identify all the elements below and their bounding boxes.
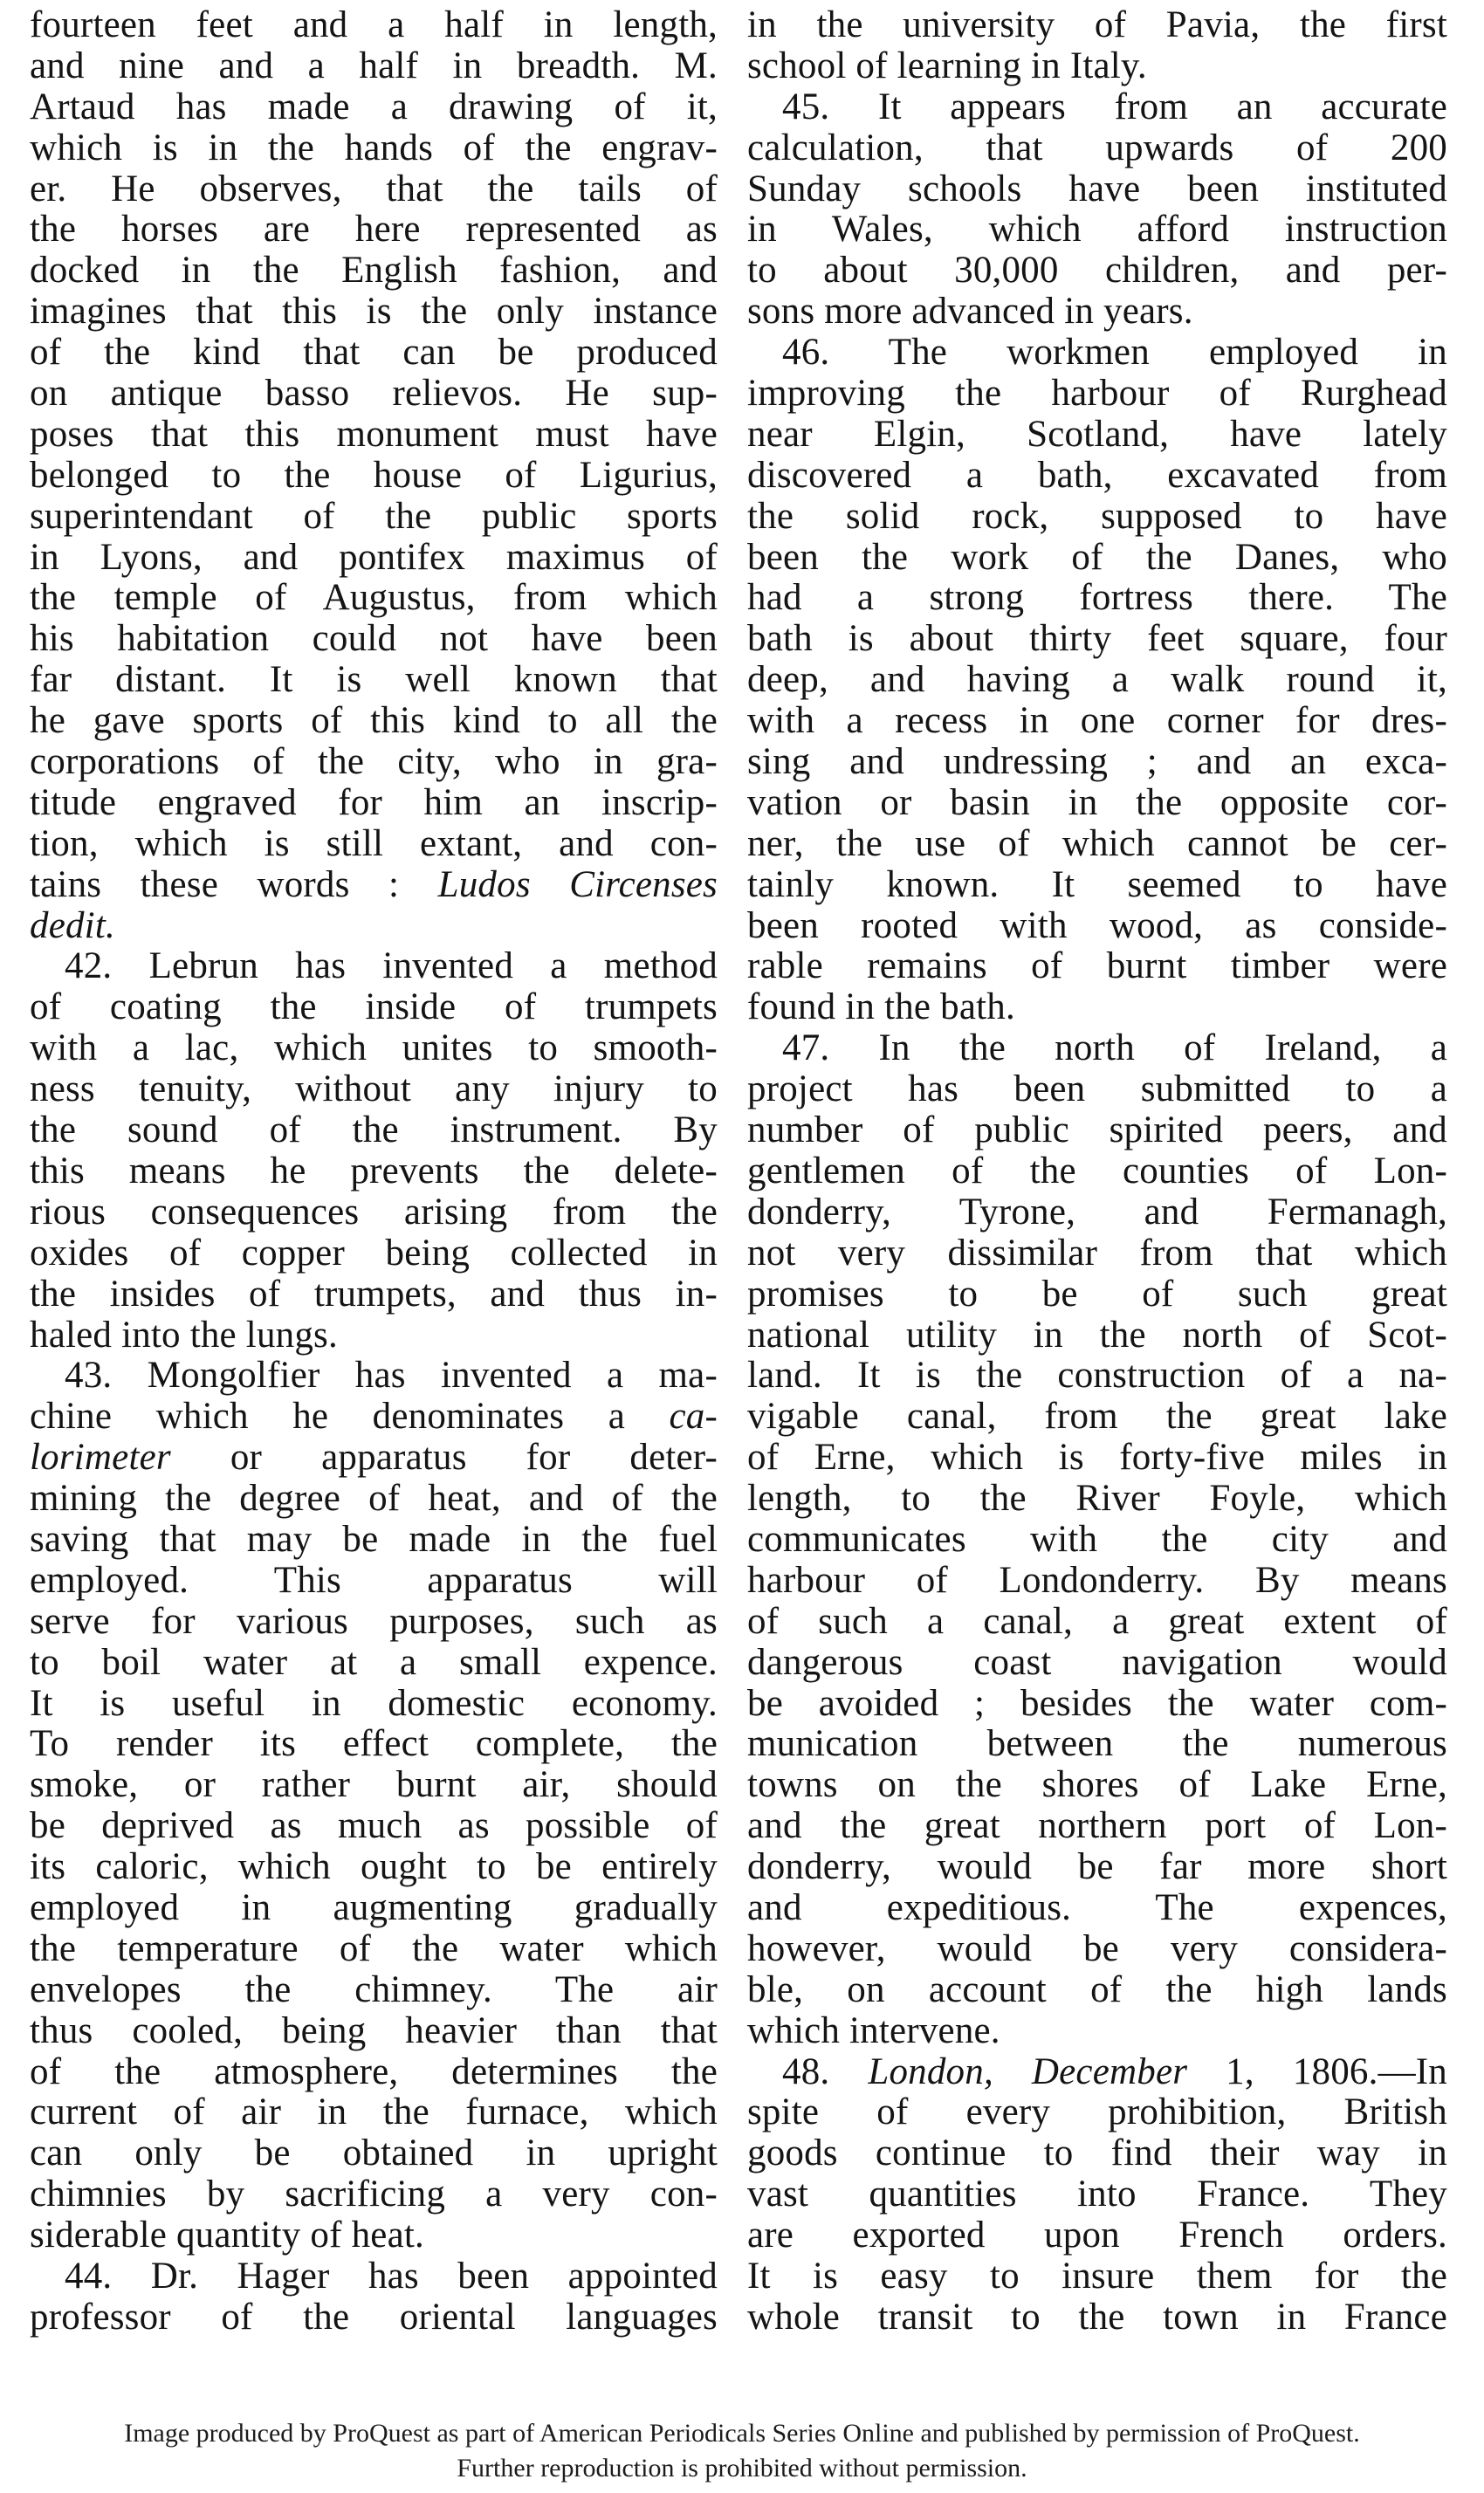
text-line: and nine and a half in breadth. M. bbox=[30, 45, 718, 86]
paragraph-45-start: 45. It appears from an accurate bbox=[782, 86, 1447, 127]
text-line: employed in augmenting gradually bbox=[30, 1886, 718, 1928]
left-text-column bbox=[30, 5, 718, 2338]
text-line: which is in the hands of the engrav- bbox=[30, 127, 718, 168]
paragraph-47-start: 47. In the north of Ireland, a bbox=[782, 1027, 1447, 1069]
text-line: deep, and having a walk round it, bbox=[747, 659, 1447, 701]
text-line-italic-phrase: lorimeter or apparatus for deter- bbox=[30, 1437, 718, 1479]
paragraph-48-start: 48. London, December 1, 1806.—In bbox=[782, 2050, 1447, 2092]
text-line: donderry, would be far more short bbox=[747, 1846, 1447, 1888]
text-line: which intervene. bbox=[747, 2009, 1000, 2051]
text-line: found in the bath. bbox=[747, 986, 1015, 1028]
text-line: bath is about thirty feet square, four bbox=[747, 618, 1447, 660]
text-line: It is useful in domestic economy. bbox=[30, 1682, 718, 1724]
italic-phrase: lorimeter bbox=[30, 1437, 171, 1479]
text-line: ble, on account of the high lands bbox=[747, 1968, 1447, 2010]
text-line: in Lyons, and pontifex maximus of bbox=[30, 536, 718, 578]
footer-notice-line-2: Further reproduction is prohibited without permission. bbox=[457, 2454, 1027, 2483]
text-line: the horses are here represented as bbox=[30, 209, 718, 251]
text-line: spite of every prohibition, British bbox=[747, 2091, 1447, 2133]
text-line: in Wales, which afford instruction bbox=[747, 209, 1447, 251]
text-line: whole transit to the town in France bbox=[747, 2296, 1447, 2338]
text-line: imagines that this is the only instance bbox=[30, 291, 718, 333]
text-line: towns on the shores of Lake Erne, bbox=[747, 1764, 1447, 1806]
text-line: of the kind that can be produced bbox=[30, 332, 718, 374]
text-line: poses that this monument must have bbox=[30, 413, 718, 455]
text-line: land. It is the construction of a na- bbox=[747, 1355, 1447, 1397]
text-line: and the great northern port of Lon- bbox=[747, 1805, 1447, 1847]
text-line: employed. This apparatus will bbox=[30, 1559, 718, 1601]
text-line: with a recess in one corner for dres- bbox=[747, 700, 1447, 742]
text-line: in the university of Pavia, the first bbox=[747, 4, 1447, 45]
text-line: however, would be very considera- bbox=[747, 1927, 1447, 1969]
text-line: To render its effect complete, the bbox=[30, 1723, 718, 1765]
text-line: discovered a bath, excavated from bbox=[747, 454, 1447, 496]
text-line: serve for various purposes, such as bbox=[30, 1600, 718, 1642]
proquest-footer bbox=[0, 2416, 1484, 2486]
text-line: professor of the oriental languages bbox=[30, 2296, 718, 2338]
text-line: ness tenuity, without any injury to bbox=[30, 1068, 718, 1110]
text-line: the temple of Augustus, from which bbox=[30, 577, 718, 619]
text-line: length, to the River Foyle, which bbox=[747, 1478, 1447, 1520]
text-line: the temperature of the water which bbox=[30, 1927, 718, 1969]
text-line: been the work of the Danes, who bbox=[747, 536, 1447, 578]
text-line: and expeditious. The expences, bbox=[747, 1886, 1447, 1928]
text-line: chimnies by sacrificing a very con- bbox=[30, 2174, 718, 2215]
text-line: tainly known. It seemed to have bbox=[747, 863, 1447, 905]
text-line: school of learning in Italy. bbox=[747, 45, 1147, 86]
text-line: goods continue to find their way in bbox=[747, 2132, 1447, 2174]
italic-phrase: London, December bbox=[868, 2050, 1188, 2092]
text-line: the solid rock, supposed to have bbox=[747, 495, 1447, 537]
text-line: vation or basin in the opposite cor- bbox=[747, 781, 1447, 823]
text-line: can only be obtained in upright bbox=[30, 2132, 718, 2174]
text-line: haled into the lungs. bbox=[30, 1314, 338, 1356]
text-line: the sound of the instrument. By bbox=[30, 1109, 718, 1151]
text-line: national utility in the north of Scot- bbox=[747, 1314, 1447, 1356]
text-line: to boil water at a small expence. bbox=[30, 1641, 718, 1683]
text-line: gentlemen of the counties of Lon- bbox=[747, 1150, 1447, 1192]
text-line: his habitation could not have been bbox=[30, 618, 718, 660]
text-line: Sunday schools have been instituted bbox=[747, 168, 1447, 209]
text-line: fourteen feet and a half in length, bbox=[30, 4, 718, 45]
text-line: communicates with the city and bbox=[747, 1518, 1447, 1560]
text-line: be deprived as much as possible of bbox=[30, 1805, 718, 1847]
text-line: not very dissimilar from that which bbox=[747, 1232, 1447, 1274]
text-line: vigable canal, from the great lake bbox=[747, 1396, 1447, 1438]
text-line: the insides of trumpets, and thus in- bbox=[30, 1273, 718, 1315]
text-line: vast quantities into France. They bbox=[747, 2174, 1447, 2215]
footer-notice-line-1: Image produced by ProQuest as part of American Periodicals Series Online and published by permission of ProQuest. bbox=[124, 2419, 1360, 2448]
text-line-italic-phrase: tains these words : Ludos Circenses bbox=[30, 863, 718, 905]
text-line: of coating the inside of trumpets bbox=[30, 986, 718, 1028]
text-line: sons more advanced in years. bbox=[747, 291, 1193, 333]
text-line: had a strong fortress there. The bbox=[747, 577, 1447, 619]
italic-phrase: ca- bbox=[669, 1396, 718, 1438]
right-text-column bbox=[747, 5, 1447, 2338]
text-line: ner, the use of which cannot be cer- bbox=[747, 822, 1447, 864]
text-line: of the atmosphere, determines the bbox=[30, 2050, 718, 2092]
text-line: be avoided ; besides the water com- bbox=[747, 1682, 1447, 1724]
text-line: superintendant of the public sports bbox=[30, 495, 718, 537]
text-line: with a lac, which unites to smooth- bbox=[30, 1027, 718, 1069]
text-line: of such a canal, a great extent of bbox=[747, 1600, 1447, 1642]
text-line: harbour of Londonderry. By means bbox=[747, 1559, 1447, 1601]
text-line: to about 30,000 children, and per- bbox=[747, 250, 1447, 292]
text-line: siderable quantity of heat. bbox=[30, 2215, 424, 2256]
text-line: oxides of copper being collected in bbox=[30, 1232, 718, 1274]
text-line: titude engraved for him an inscrip- bbox=[30, 781, 718, 823]
text-line: munication between the numerous bbox=[747, 1723, 1447, 1765]
text-line: sing and undressing ; and an exca- bbox=[747, 741, 1447, 783]
text-line: project has been submitted to a bbox=[747, 1068, 1447, 1110]
text-line: he gave sports of this kind to all the bbox=[30, 700, 718, 742]
text-line: current of air in the furnace, which bbox=[30, 2091, 718, 2133]
text-line: corporations of the city, who in gra- bbox=[30, 741, 718, 783]
text-line: dangerous coast navigation would bbox=[747, 1641, 1447, 1683]
text-line: er. He observes, that the tails of bbox=[30, 168, 718, 209]
paragraph-42-start: 42. Lebrun has invented a method bbox=[65, 945, 718, 987]
text-line: its caloric, which ought to be entirely bbox=[30, 1846, 718, 1888]
text-line-italic: dedit. bbox=[30, 904, 115, 946]
paragraph-43-start: 43. Mongolfier has invented a ma- bbox=[65, 1355, 718, 1397]
text-line: It is easy to insure them for the bbox=[747, 2255, 1447, 2297]
text-line: saving that may be made in the fuel bbox=[30, 1518, 718, 1560]
text-line: are exported upon French orders. bbox=[747, 2215, 1447, 2256]
text-line-italic-phrase: chine which he denominates a ca- bbox=[30, 1396, 718, 1438]
text-line: rious consequences arising from the bbox=[30, 1191, 718, 1233]
text-line: number of public spirited peers, and bbox=[747, 1109, 1447, 1151]
text-line: of Erne, which is forty-five miles in bbox=[747, 1437, 1447, 1479]
text-line: improving the harbour of Rurghead bbox=[747, 373, 1447, 415]
italic-phrase: Ludos Circenses bbox=[437, 863, 718, 905]
text-line: envelopes the chimney. The air bbox=[30, 1968, 718, 2010]
text-line: near Elgin, Scotland, have lately bbox=[747, 413, 1447, 455]
text-line: this means he prevents the delete- bbox=[30, 1150, 718, 1192]
text-line: rable remains of burnt timber were bbox=[747, 945, 1447, 987]
text-line: been rooted with wood, as conside- bbox=[747, 904, 1447, 946]
text-line: smoke, or rather burnt air, should bbox=[30, 1764, 718, 1806]
text-line: on antique basso relievos. He sup- bbox=[30, 373, 718, 415]
text-line: calculation, that upwards of 200 bbox=[747, 127, 1447, 168]
text-line: mining the degree of heat, and of the bbox=[30, 1478, 718, 1520]
text-line: Artaud has made a drawing of it, bbox=[30, 86, 718, 127]
paragraph-44-start: 44. Dr. Hager has been appointed bbox=[65, 2255, 718, 2297]
text-line: tion, which is still extant, and con- bbox=[30, 822, 718, 864]
text-line: far distant. It is well known that bbox=[30, 659, 718, 701]
text-line: docked in the English fashion, and bbox=[30, 250, 718, 292]
text-line: belonged to the house of Ligurius, bbox=[30, 454, 718, 496]
paragraph-46-start: 46. The workmen employed in bbox=[782, 332, 1447, 374]
text-line: donderry, Tyrone, and Fermanagh, bbox=[747, 1191, 1447, 1233]
text-line: promises to be of such great bbox=[747, 1273, 1447, 1315]
text-line: thus cooled, being heavier than that bbox=[30, 2009, 718, 2051]
